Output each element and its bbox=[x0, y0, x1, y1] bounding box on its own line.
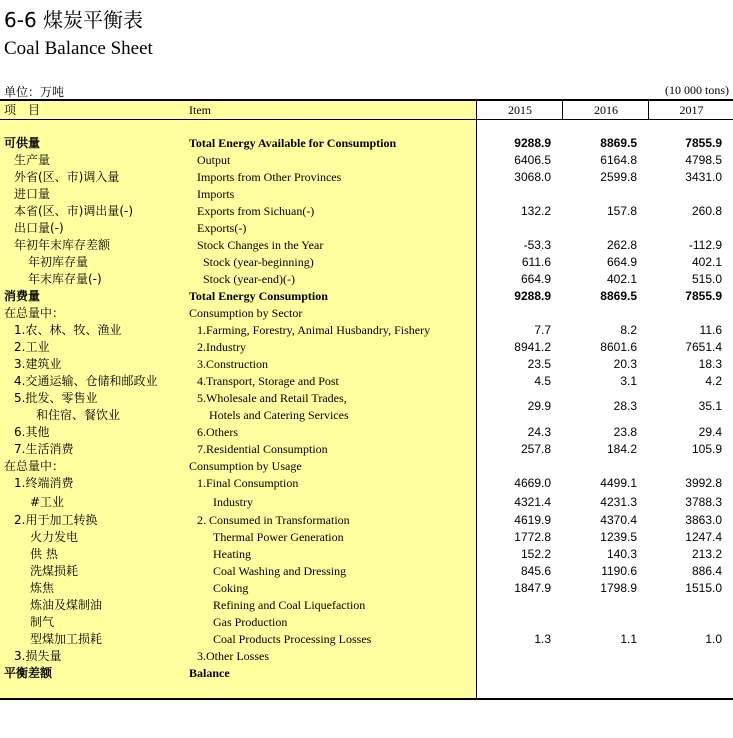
table-row bbox=[0, 631, 733, 648]
row-label-chinese: 火力发电 bbox=[30, 530, 79, 544]
table-row bbox=[0, 305, 733, 322]
value-2017: 4798.5 bbox=[685, 153, 722, 167]
value-2016: 4370.4 bbox=[600, 513, 637, 527]
value-2016: 402.1 bbox=[606, 272, 637, 286]
table-row bbox=[0, 665, 733, 682]
value-2017: 11.6 bbox=[699, 323, 722, 337]
value-2016: 28.3 bbox=[613, 399, 637, 413]
value-2015: 152.2 bbox=[520, 547, 551, 561]
row-label-english: 1.Final Consumption bbox=[197, 476, 299, 490]
value-2015: 8941.2 bbox=[514, 340, 551, 354]
value-2016: 1239.5 bbox=[600, 530, 637, 544]
value-2017: 4.2 bbox=[705, 374, 722, 388]
table-row bbox=[0, 254, 733, 271]
value-2015: 4321.4 bbox=[514, 495, 551, 509]
row-label-english: Coking bbox=[213, 581, 249, 595]
row-label-chinese: 3.损失量 bbox=[14, 649, 62, 663]
value-2017: 35.1 bbox=[698, 399, 722, 413]
row-label-chinese-continued: 和住宿、餐饮业 bbox=[36, 408, 121, 422]
row-label-chinese: 年初年末库存差额 bbox=[14, 238, 111, 252]
value-2017: -112.9 bbox=[688, 238, 722, 252]
value-2017: 3992.8 bbox=[685, 476, 722, 490]
table-row bbox=[0, 614, 733, 631]
value-2015: 664.9 bbox=[520, 272, 551, 286]
table-row bbox=[0, 475, 733, 492]
value-2017: 1515.0 bbox=[685, 581, 722, 595]
table-row bbox=[0, 237, 733, 254]
value-2015: 1847.9 bbox=[514, 581, 551, 595]
row-label-chinese: 本省(区、市)调出量(-) bbox=[14, 204, 134, 218]
table-title-english: Coal Balance Sheet bbox=[4, 38, 153, 59]
value-2015: 611.6 bbox=[521, 255, 551, 269]
row-label-english: 6.Others bbox=[197, 425, 238, 439]
unit-label-english: (10 000 tons) bbox=[665, 83, 729, 97]
header-year-2015: 2015 bbox=[476, 101, 563, 119]
row-label-chinese: 5.批发、零售业 bbox=[14, 391, 98, 405]
table-title-chinese: 6-6 煤炭平衡表 bbox=[4, 8, 144, 32]
value-2016: 664.9 bbox=[606, 255, 637, 269]
value-2015: 257.8 bbox=[520, 442, 551, 456]
row-label-english: Exports from Sichuan(-) bbox=[197, 204, 315, 218]
value-2017: 1.0 bbox=[705, 632, 722, 646]
row-label-english-continued: Hotels and Catering Services bbox=[209, 408, 349, 422]
row-label-english: Gas Production bbox=[213, 615, 288, 629]
value-2015: 9288.9 bbox=[514, 136, 551, 150]
row-label-chinese: 出口量(-) bbox=[14, 221, 64, 235]
value-2015: 3068.0 bbox=[514, 170, 551, 184]
value-2016: 8869.5 bbox=[600, 136, 637, 150]
row-label-english: Imports from Other Provinces bbox=[197, 170, 342, 184]
value-2016: 262.8 bbox=[606, 238, 637, 252]
value-2016: 4499.1 bbox=[600, 476, 637, 490]
row-label-english: 3.Other Losses bbox=[197, 649, 269, 663]
value-2017: 213.2 bbox=[691, 547, 722, 561]
value-2017: 402.1 bbox=[691, 255, 722, 269]
row-label-english: Coal Products Processing Losses bbox=[213, 632, 372, 646]
value-2017: 7855.9 bbox=[685, 289, 722, 303]
row-label-chinese: 1.终端消费 bbox=[14, 476, 74, 490]
table-row bbox=[0, 373, 733, 390]
value-2015: 4669.0 bbox=[514, 476, 551, 490]
table-row bbox=[0, 512, 733, 529]
value-2017: 3788.3 bbox=[685, 495, 722, 509]
value-2016: 4231.3 bbox=[600, 495, 637, 509]
row-label-chinese: 6.其他 bbox=[14, 425, 50, 439]
value-2016: 157.8 bbox=[606, 204, 637, 218]
row-label-english: 4.Transport, Storage and Post bbox=[197, 374, 339, 388]
row-label-chinese: 型煤加工损耗 bbox=[30, 632, 103, 646]
header-item-english: Item bbox=[189, 103, 211, 117]
value-2015: 132.2 bbox=[520, 204, 551, 218]
table-row bbox=[0, 169, 733, 186]
row-label-chinese: 在总量中： bbox=[4, 459, 65, 473]
row-label-chinese: 炼焦 bbox=[30, 581, 55, 595]
row-label-chinese: 消费量 bbox=[4, 289, 41, 303]
row-label-english: Stock (year-end)(-) bbox=[203, 272, 296, 286]
value-2017: 1247.4 bbox=[685, 530, 722, 544]
table-bottom-rule bbox=[0, 698, 733, 700]
row-label-english: Refining and Coal Liquefaction bbox=[213, 598, 366, 612]
row-label-chinese: #工业 bbox=[30, 495, 65, 509]
value-2015: 6406.5 bbox=[514, 153, 551, 167]
value-2017: 260.8 bbox=[691, 204, 722, 218]
row-label-english: Total Energy Available for Consumption bbox=[189, 136, 397, 150]
row-label-english: 7.Residential Consumption bbox=[197, 442, 328, 456]
value-2016: 8869.5 bbox=[600, 289, 637, 303]
row-label-chinese: 炼油及煤制油 bbox=[30, 598, 103, 612]
table-row bbox=[0, 563, 733, 580]
table-row bbox=[0, 322, 733, 339]
row-label-english: Consumption by Usage bbox=[189, 459, 302, 473]
row-label-chinese: 年初库存量 bbox=[28, 255, 89, 269]
value-2017: 886.4 bbox=[691, 564, 722, 578]
table-row bbox=[0, 580, 733, 597]
table-row bbox=[0, 152, 733, 169]
table-row bbox=[0, 288, 733, 305]
row-label-chinese: 可供量 bbox=[4, 136, 41, 150]
value-2017: 105.9 bbox=[691, 442, 722, 456]
row-label-english: Thermal Power Generation bbox=[213, 530, 344, 544]
value-2017: 18.3 bbox=[698, 357, 722, 371]
table-row bbox=[0, 203, 733, 220]
value-2016: 1190.6 bbox=[601, 564, 637, 578]
row-label-english: 2.Industry bbox=[197, 340, 246, 354]
row-label-english: 2. Consumed in Transformation bbox=[197, 513, 350, 527]
value-2016: 6164.8 bbox=[600, 153, 637, 167]
value-2016: 140.3 bbox=[606, 547, 637, 561]
row-label-english: 3.Construction bbox=[197, 357, 268, 371]
row-label-english: 5.Wholesale and Retail Trades, bbox=[197, 391, 347, 405]
value-2017: 7855.9 bbox=[685, 136, 722, 150]
value-2017: 7651.4 bbox=[685, 340, 722, 354]
value-2015: 845.6 bbox=[520, 564, 551, 578]
value-2016: 8.2 bbox=[620, 323, 637, 337]
row-label-english: Balance bbox=[189, 666, 230, 680]
value-2015: 1.3 bbox=[534, 632, 551, 646]
row-label-chinese: 平衡差额 bbox=[4, 666, 53, 680]
value-2017: 515.0 bbox=[691, 272, 722, 286]
row-label-english: Heating bbox=[213, 547, 251, 561]
value-2017: 3863.0 bbox=[685, 513, 722, 527]
row-label-chinese: 2.用于加工转换 bbox=[14, 513, 98, 527]
row-label-chinese: 1.农、林、牧、渔业 bbox=[14, 323, 122, 337]
row-label-chinese: 年末库存量(-) bbox=[28, 272, 102, 286]
value-2015: 23.5 bbox=[527, 357, 551, 371]
value-2016: 1798.9 bbox=[600, 581, 637, 595]
row-label-english: Stock Changes in the Year bbox=[197, 238, 324, 252]
header-year-2017: 2017 bbox=[648, 101, 733, 119]
value-2015: 29.9 bbox=[527, 399, 551, 413]
table-row bbox=[0, 356, 733, 373]
row-label-english: Consumption by Sector bbox=[189, 306, 303, 320]
row-label-chinese: 制气 bbox=[30, 615, 55, 629]
table-header bbox=[0, 99, 733, 120]
row-label-chinese: 7.生活消费 bbox=[14, 442, 74, 456]
value-2017: 29.4 bbox=[698, 425, 722, 439]
value-2016: 184.2 bbox=[606, 442, 637, 456]
row-label-chinese: 2.工业 bbox=[14, 340, 50, 354]
row-label-english: Output bbox=[197, 153, 231, 167]
table-row bbox=[0, 529, 733, 546]
row-label-chinese: 外省(区、市)调入量 bbox=[14, 170, 120, 184]
table-row bbox=[0, 424, 733, 441]
row-label-english: Total Energy Consumption bbox=[189, 289, 328, 303]
table-row bbox=[0, 390, 733, 424]
value-2016: 2599.8 bbox=[600, 170, 637, 184]
value-2016: 8601.6 bbox=[600, 340, 637, 354]
value-2015: 24.3 bbox=[527, 425, 551, 439]
table-row bbox=[0, 271, 733, 288]
header-year-2016: 2016 bbox=[562, 101, 649, 119]
row-label-english: Industry bbox=[213, 495, 253, 509]
row-label-chinese: 在总量中： bbox=[4, 306, 65, 320]
table-row bbox=[0, 441, 733, 458]
table-row bbox=[0, 186, 733, 203]
value-2015: 4.5 bbox=[534, 374, 551, 388]
value-2015: 1772.8 bbox=[514, 530, 551, 544]
value-2015: 7.7 bbox=[534, 323, 551, 337]
table-row bbox=[0, 458, 733, 475]
value-2016: 1.1 bbox=[620, 632, 637, 646]
header-item-chinese: 项 目 bbox=[4, 103, 41, 117]
row-label-chinese: 生产量 bbox=[14, 153, 51, 167]
value-2016: 23.8 bbox=[613, 425, 637, 439]
value-2016: 3.1 bbox=[620, 374, 637, 388]
row-label-chinese: 进口量 bbox=[14, 187, 51, 201]
row-label-english: 1.Farming, Forestry, Animal Husbandry, Fishery bbox=[197, 323, 431, 337]
table-row bbox=[0, 339, 733, 356]
value-2015: 9288.9 bbox=[514, 289, 551, 303]
row-label-chinese: 供 热 bbox=[30, 547, 58, 561]
unit-label-chinese: 单位：万吨 bbox=[4, 85, 65, 99]
value-2017: 3431.0 bbox=[685, 170, 722, 184]
table-row bbox=[0, 494, 733, 511]
table-row bbox=[0, 648, 733, 665]
row-label-chinese: 4.交通运输、仓储和邮政业 bbox=[14, 374, 158, 388]
value-2016: 20.3 bbox=[613, 357, 637, 371]
table-row bbox=[0, 135, 733, 152]
row-label-english: Imports bbox=[197, 187, 235, 201]
table-row bbox=[0, 546, 733, 563]
row-label-chinese: 3.建筑业 bbox=[14, 357, 62, 371]
row-label-english: Coal Washing and Dressing bbox=[213, 564, 347, 578]
row-label-chinese: 洗煤损耗 bbox=[30, 564, 79, 578]
row-label-english: Exports(-) bbox=[197, 221, 247, 235]
value-2015: 4619.9 bbox=[514, 513, 551, 527]
table-row bbox=[0, 597, 733, 614]
row-label-english: Stock (year-beginning) bbox=[203, 255, 314, 269]
table-row bbox=[0, 220, 733, 237]
value-2015: -53.3 bbox=[523, 238, 551, 252]
